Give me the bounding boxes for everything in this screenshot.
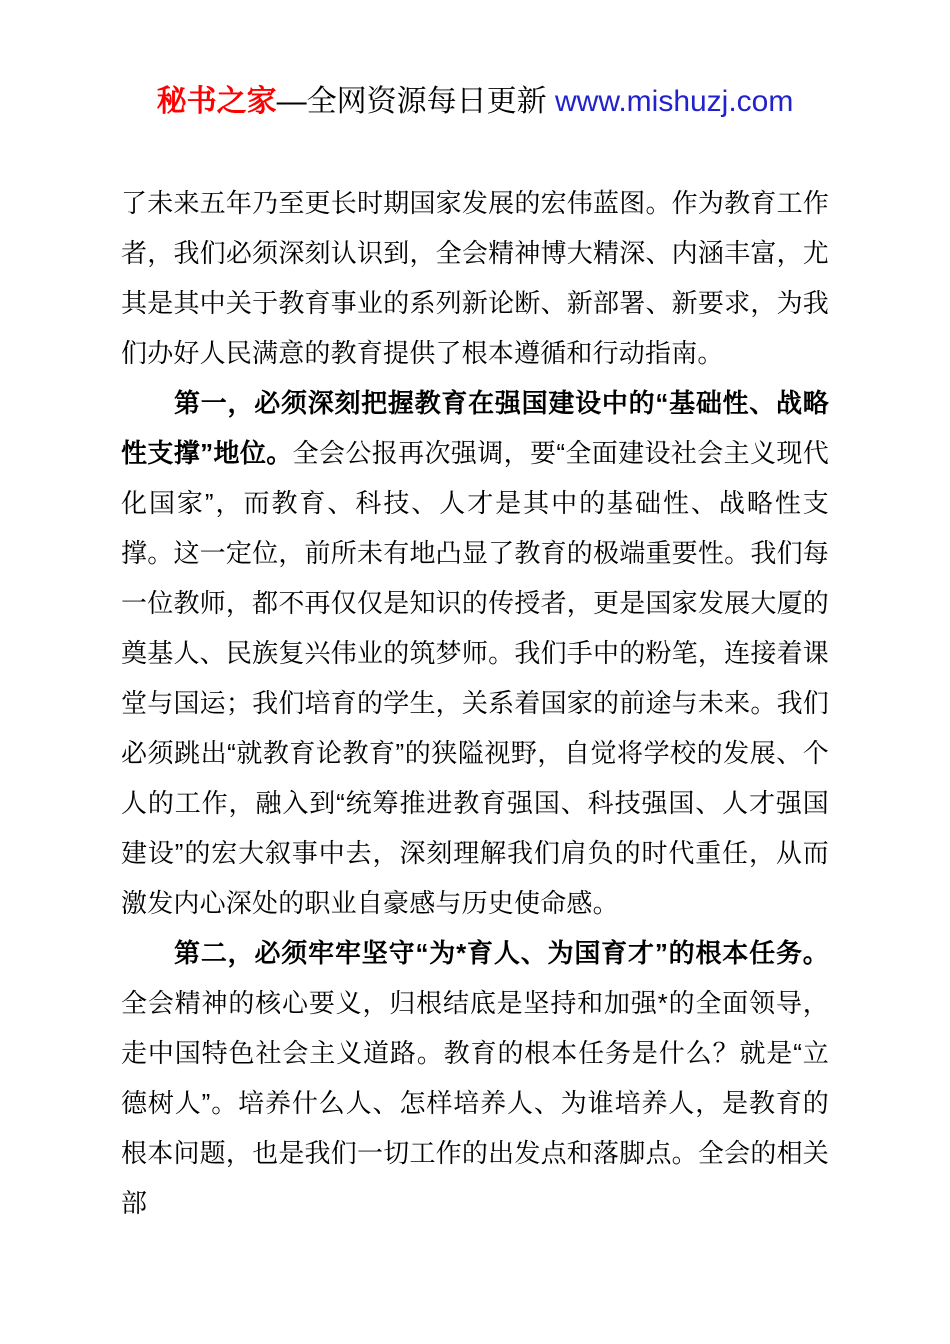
page-header xyxy=(0,84,950,120)
paragraph-3-lead: 第二，必须牢牢坚守“为*育人、为国育才”的根本任务。 xyxy=(174,938,829,968)
paragraph-2 xyxy=(121,378,829,928)
paragraph-2-text: 全会公报再次强调，要“全面建设社会主义现代化国家”，而教育、科技、人才是其中的基础性、战略性支撑。这一定位，前所未有地凸显了教育的极端重要性。我们每一位教师，都不再仅仅是知识的传授者，更是国家发展大厦的奠基人、民族复兴伟业的筑梦师。我们手中的粉笔，连接着课堂与国运；我们培育的学生，关系着国家的前途与未来。我们必须跳出“就教育论教育”的狭隘视野，自觉将学校的发展、个人的工作，融入到“统筹推进教育强国、科技强国、人才强国建设”的宏大叙事中去，深刻理解我们肩负的时代重任，从而激发内心深处的职业自豪感与历史使命感。 xyxy=(121,438,830,918)
document-body xyxy=(121,178,829,1228)
site-url-link[interactable]: www.mishuzj.com xyxy=(554,85,794,118)
paragraph-1-text: 了未来五年乃至更长时期国家发展的宏伟蓝图。作为教育工作者，我们必须深刻认识到，全会精神博大精深、内涵丰富，尤其是其中关于教育事业的系列新论断、新部署、新要求，为我们办好人民满意的教育提供了根本遵循和行动指南。 xyxy=(121,188,829,368)
paragraph-2-lead: 第一，必须深刻把握教育在强国建设中的“基础性、战略性支撑”地位。 xyxy=(121,388,829,468)
site-logo-text: 秘书之家 xyxy=(156,85,277,118)
paragraph-3-text: 全会精神的核心要义，归根结底是坚持和加强*的全面领导，走中国特色社会主义道路。教育的根本任务是什么？就是“立德树人”。培养什么人、怎样培养人、为谁培养人，是教育的根本问题，也是我们一切工作的出发点和落脚点。全会的相关部 xyxy=(121,988,829,1218)
paragraph-1 xyxy=(121,178,829,378)
header-tagline: —全网资源每日更新 xyxy=(276,85,555,118)
paragraph-3 xyxy=(121,928,829,1228)
